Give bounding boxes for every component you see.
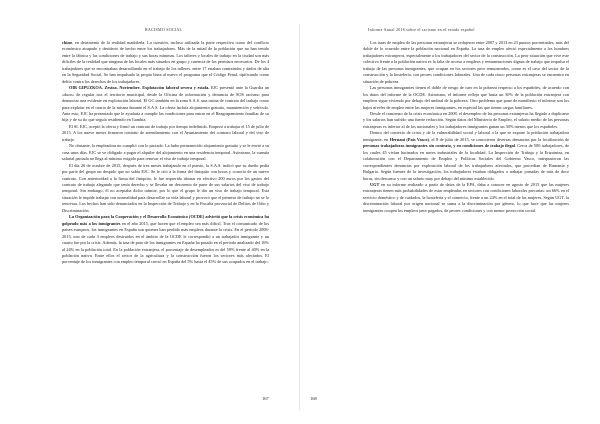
paragraph xyxy=(363,182,569,214)
paragraph-text: EJC presentó ante la Guardia un «duro» de regular nos el territorio municipal, desde la Oficina de información y denuncia de SOS racismo para denunciar una evidente en explotación laboral. El GC también en la zona S.A.S. una rutina de contrato del trabajo como para explotar en el cuarto de la misma durante el S.A.S. La oferta incluía alojamiento gratuito, manutención y vehículo. Ante esto, EJC ha presentado que le ayudaría a cumplir las condiciones para entrar en el Reagrupamiento familiar de su hija y de su tío que seguía residiendo en Gambia. xyxy=(62,85,269,123)
paragraph-lead: La Organización para la Cooperación y el Desarrollo Económico (OCDE) advirtió que la crisis económica ha golpeado más a los inmigrantes xyxy=(62,214,269,226)
paragraph-text: No obstante, la empleadora no cumplió con lo pactado. La hubo permanecido alojamiento gratuito y se le envió a su casa unos días. EJC se ve obligado a pagar el alquiler del alojamiento en una residencia temporal. Asimismo, la cuantía salarial pactada no llega al mínimo exigido para renovar el viso de trabajo temporal. xyxy=(62,143,269,162)
running-head-right: Informe Anual 2016 sobre el racismo en el estado español xyxy=(368,27,475,32)
paragraph xyxy=(62,163,269,215)
paragraph-text: , el 8 de julio de 2015, se conocieron diversas denuncias por la localización de xyxy=(428,136,569,142)
paragraph xyxy=(363,130,569,182)
paragraph-bold: personas trabajadoras inmigrantes sin contrato, y en condiciones de trabajo ilegal xyxy=(363,143,515,149)
paragraph-text: Dentro del contexto de crisis y de la vulnerabilidad social y laboral a la que se expone la población trabajadora inmigrante, en xyxy=(363,130,569,142)
page-number-right: 168 xyxy=(310,396,317,401)
paragraph-text: en su informe realizado a partir de datos de la EPA, daba a conocer en agosto de 2015 que las mujeres extranjeras tienen más probabilidades de estar empleadas en sectores con condiciones laborales precarias: un 66% en el servicio doméstico y de cuidados, la hostelería y el comercio, frente a un 24% en el total de las mujeres. Según UGT, la discriminación laboral por origen nacional se suma a la discriminación por género, lo que hace que las mujeres inmigrantes ocupen los empleos peor pagados, de peores condiciones y con menor protección social. xyxy=(363,181,569,213)
right-page-body xyxy=(363,40,569,400)
paragraph xyxy=(62,124,269,143)
paragraph xyxy=(62,40,269,85)
paragraph xyxy=(62,214,269,266)
right-page xyxy=(300,0,600,424)
running-head-left: RACISMO SOCIAL xyxy=(145,27,183,32)
paragraph-text: Los tasas de empleo de las personas extranjeras se redujeron entre 2007 y 2013 en 23 puntos porcentuales, más del doble de lo ocurrido entre la población nacional en España. La tasa de empleo afectó especialmente a los hombres trabajadores extranjeros, especialmente a los trabajadores del sector de la construcción. La peor situación que vive este colectivo frente a la población nativa es la falta de acceso a empleos y remuneraciones dignas de trabajo que impulsa el trabajo de las personas inmigrantes, que ocupan en los sectores peor remunerados, como es el caso del sector de la construcción y la hostelería, con peores condiciones laborales. Una de cada cinco personas extranjeras se encuentra en situación de pobreza. xyxy=(363,40,569,84)
paragraph-text: Desde el comienzo de la crisis económica en 2008, el desempleo de las personas extranjeras ha llegado a duplicarse y los salarios han sufrido una fuerte reducción. Según datos del Ministerio de Empleo, el salario medio de las personas extranjeras es inferior al de los nacionales y los trabajadores inmigrantes ganan un 30% menos que los españoles. xyxy=(363,110,569,129)
paragraph-lead: OIB GIPUZKOA. Zestoa. Noviembre. Explotación laboral severa y estafa. xyxy=(69,85,210,91)
paragraph-bold: Hernani (País Vasco) xyxy=(389,136,429,142)
paragraph-text: en el año 2015, que hacen que el empleo sea más difícil. Tras el comunicado de los países europeos, los inmigrantes en España son quienes han perdido más empleos durante la crisis. En el período 2008-2015, uno de cada 3 empleos destruidos en el ámbito de la OCDE le correspondió a un trabajador inmigrante y un cuarto fue por la crisis. Además, la tasa de paro de los inmigrantes en España ha pasado en el período analizado del 16% al 24% en la población total. En la población extranjera, el porcentaje de desempleados es del 50% frente al 40% en la población nativa. Entre ellos el sector de la agricultura y la construcción fueron los sectores más afectados. El porcentaje de los inmigrantes con empleo temporal creció en España del 5% hasta el 45% de sus ocupados en el trabajo. xyxy=(62,220,269,265)
paragraph xyxy=(62,143,269,162)
paragraph-text: . Cerca de 500 trabajadores, de los cuales 45 vivían hacinados en naves industriales de la localidad. La Inspección de Trabajo y la Ertzaintza, en colaboración con el Departamento de Empleo y Políticas Sociales del Gobierno Vasco, interpusieron las correspondientes denuncias por explotación laboral de los trabajadores afectados, que procedían de Rumanía y Bulgaria. Según fuentes de la investigación, los trabajadores estaban obligados a trabajar jornadas de más de doce horas, sin descanso y con un salario muy por debajo del mínimo establecido. xyxy=(363,143,569,181)
paragraph-text: , en detrimento de la realidad madrileña. La cuestión, incluso utilizada la parte respectiva como del conflicto económico atrapado y desiderio de hecho entre los trabajadores. Más de la mitad de la población que no han tenido entre la fábrica y las condiciones de trabajo y sus horas mínimas. Los talleres y locales de trabajo en la ciudad son más difíciles de la realidad que ninguna de las locales más situados en grupo y carencia de los permisos necesarios. De los 4 trabajadores que se encontraban desarrollando en el trabajo de los talleres, entre 17 estaban contratados y dados de alta en la Seguridad Social. Se han impulsado la propia línea al nuevo el programa que el Código Penal, tipificando como delito contra los derechos de los trabajadores. xyxy=(62,40,269,84)
paragraph-text: Las personas inmigrantes tienen el doble de riesgo de caer en la pobreza respecto a los españoles, de acuerdo con los datos del informe de la OCDE. Asimismo, el informe refleja que hasta un 30% de la población extranjera con empleos sigue viviendo por debajo del umbral de la pobreza. Otro problema que pone de manifiesto el informe son los bajos niveles de empleo entre las mujeres inmigrantes, en especial las que tienen cargas familiares. xyxy=(363,85,569,110)
page-number-left: 167 xyxy=(262,396,269,401)
left-page-body xyxy=(62,40,269,400)
paragraph-lead: UGT xyxy=(370,181,380,187)
paragraph xyxy=(62,85,269,124)
paragraph xyxy=(363,85,569,111)
paragraph-lead: chino xyxy=(62,40,73,45)
paragraph xyxy=(363,40,569,85)
paragraph xyxy=(363,111,569,130)
paragraph-text: El día 26 de octubre de 2015, después de tres meses trabajando en el puesto, la S.A.S. indicó que su dueño pedía por parte del grupo un despido que no sabía EJC. Se le citó a la firma del finiquito con horas y conocía de un nuevo contrato. Con anterioridad a la firma del finiquito, le fue requerido abonar en efectivo 200 euros por los gastos del contrato de trabajo alegando que tenía derecho y se llevaba un descuento de parte de sus salarios del viso de trabajo temporal. Sin embargo, él no aceptaba dicho trámite, por lo que el grupo le dio un viso de trabajo temporal. Esta situación le impide trabajar con normalidad para desarrollar su vida laboral y provocó que el permiso de trabajo no se lo renovara. Los hechos han sido denunciados en la Inspección de Trabajo y en la Fiscalía provincial de Delitos de Odio y Discriminación. xyxy=(62,162,269,213)
paragraph-text: El SI. EJC, aceptó la oferta y firmó un contrato de trabajo por tiempo indefinido. Empezó a trabajar el 15 de julio de 2015. A los nueve meses firmaron contrato de arrendamiento con el Ayuntamiento del contrato laboral y del viso de trabajo. xyxy=(62,123,269,142)
